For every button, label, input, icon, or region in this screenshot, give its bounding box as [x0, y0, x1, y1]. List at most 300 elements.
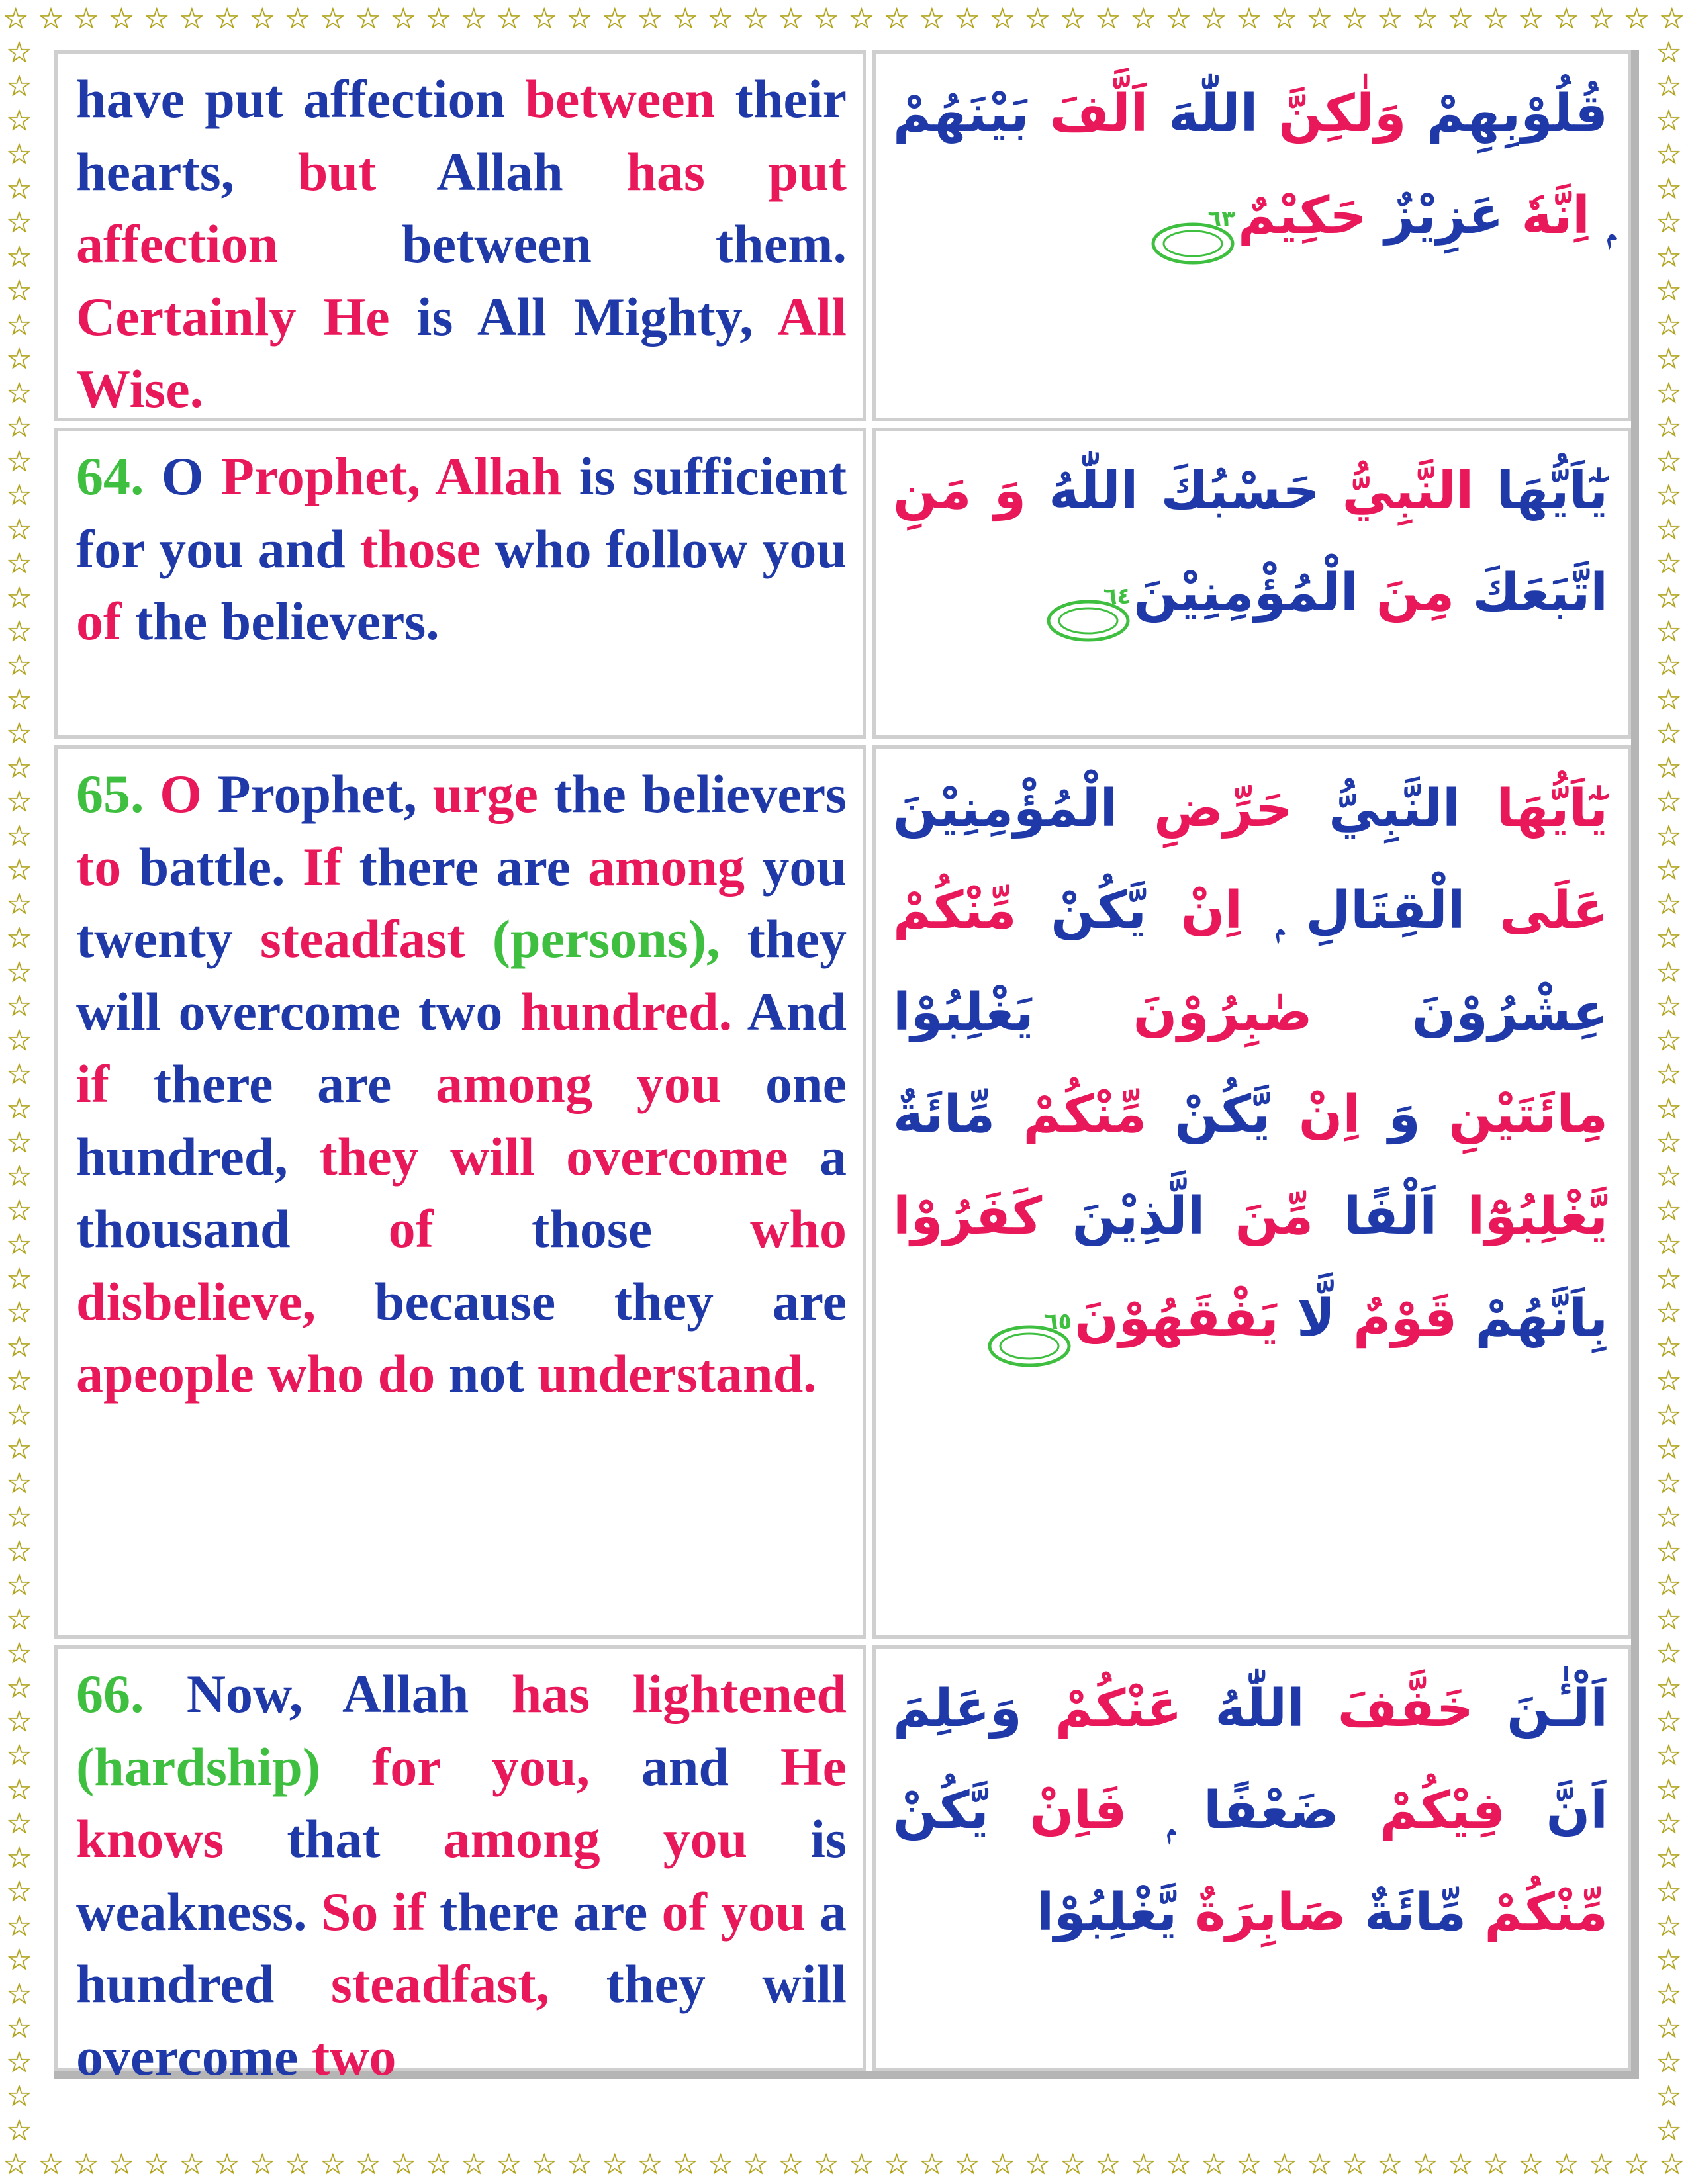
star-icon: ☆	[1165, 2148, 1192, 2181]
star-icon: ☆	[6, 989, 32, 1024]
arabic-segment: الْقِتَالِ ۭ	[1242, 881, 1466, 940]
star-icon: ☆	[6, 1807, 32, 1841]
star-icon: ☆	[6, 240, 32, 274]
translation-segment: if	[76, 1054, 110, 1114]
star-icon: ☆	[6, 1670, 32, 1705]
star-icon: ☆	[1377, 2148, 1403, 2181]
star-icon: ☆	[1482, 2, 1509, 36]
arabic-segment: وَلٰكِنَّ	[1258, 84, 1407, 144]
ayah-number-marker-icon	[1046, 574, 1131, 618]
star-icon: ☆	[3, 2148, 29, 2181]
star-icon: ☆	[6, 1977, 32, 2011]
arabic-segment: صَابِرَةٌ	[1177, 1883, 1346, 1942]
star-icon: ☆	[1656, 887, 1682, 921]
star-icon: ☆	[6, 1909, 32, 1943]
star-icon: ☆	[284, 2, 311, 36]
translation-segment: steadfast	[259, 909, 492, 969]
star-icon: ☆	[1656, 1126, 1682, 1160]
star-icon: ☆	[1656, 138, 1682, 172]
star-icon: ☆	[38, 2148, 64, 2181]
arabic-segment: حَسْبُكَ	[1138, 461, 1320, 521]
star-icon: ☆	[6, 103, 32, 138]
star-icon: ☆	[1656, 1023, 1682, 1058]
arabic-segment: فِيْكُمْ	[1338, 1781, 1506, 1841]
star-icon: ☆	[425, 2148, 452, 2181]
star-icon: ☆	[1656, 444, 1682, 478]
arabic-segment: خَفَّفَ	[1304, 1679, 1474, 1739]
ayah-number: ٦٥	[1044, 1308, 1072, 1335]
star-icon: ☆	[1656, 1193, 1682, 1228]
arabic-segment: بَيْنَهُمْ ۭ	[893, 84, 1608, 246]
translation-segment: those	[433, 1199, 751, 1259]
star-icon: ☆	[1553, 2148, 1579, 2181]
star-icon: ☆	[919, 2148, 945, 2181]
star-icon: ☆	[1659, 2148, 1685, 2181]
translation-segment: among you	[443, 1809, 748, 1869]
left-star-border	[0, 38, 38, 2146]
translation-segment: the believers	[538, 764, 847, 824]
star-icon: ☆	[1553, 2, 1579, 36]
translation-segment: 65.	[76, 764, 160, 824]
english-translation	[54, 1645, 866, 2087]
arabic-segment: يٰٓاَيُّهَا	[1460, 779, 1608, 839]
star-icon: ☆	[6, 580, 32, 615]
arabic-segment: وَعَلِمَ	[893, 1679, 1022, 1739]
star-icon: ☆	[1656, 1058, 1682, 1092]
star-icon: ☆	[6, 955, 32, 989]
english-translation	[54, 428, 866, 739]
star-icon: ☆	[1656, 1466, 1682, 1500]
arabic-segment: اَلَّفَ	[1029, 84, 1149, 144]
star-icon: ☆	[1656, 1160, 1682, 1194]
star-icon: ☆	[1656, 1364, 1682, 1398]
star-icon: ☆	[6, 1875, 32, 1909]
star-icon: ☆	[6, 751, 32, 785]
star-icon: ☆	[601, 2, 628, 36]
star-icon: ☆	[461, 2148, 487, 2181]
star-icon: ☆	[1623, 2148, 1650, 2181]
star-icon: ☆	[1024, 2, 1051, 36]
bottom-star-border	[0, 2146, 1688, 2184]
star-icon: ☆	[6, 2079, 32, 2114]
star-icon: ☆	[1656, 682, 1682, 717]
translation-segment: hundred.	[520, 981, 733, 1042]
star-icon: ☆	[6, 36, 32, 69]
star-icon: ☆	[1271, 2148, 1297, 2181]
star-icon: ☆	[1656, 921, 1682, 956]
translation-segment: of you	[661, 1881, 806, 1942]
star-icon: ☆	[1656, 376, 1682, 410]
star-icon: ☆	[1060, 2148, 1086, 2181]
translation-segment: understand.	[538, 1343, 817, 1404]
star-icon: ☆	[1656, 785, 1682, 819]
star-icon: ☆	[1656, 955, 1682, 989]
star-icon: ☆	[919, 2, 945, 36]
translation-segment: but	[297, 141, 377, 202]
star-icon: ☆	[6, 1330, 32, 1364]
star-icon: ☆	[6, 1296, 32, 1330]
star-icon: ☆	[1656, 1670, 1682, 1705]
arabic-segment: حَرِّضِ	[1117, 779, 1293, 839]
star-icon: ☆	[1656, 342, 1682, 377]
star-icon: ☆	[1656, 1569, 1682, 1603]
star-icon: ☆	[778, 2, 804, 36]
arabic-segment: يَغْلِبُوْا	[893, 983, 1034, 1042]
star-icon: ☆	[496, 2148, 522, 2181]
translation-segment: is sufficient for you and	[76, 446, 847, 579]
star-icon: ☆	[390, 2148, 417, 2181]
translation-segment: not	[435, 1343, 538, 1404]
star-icon: ☆	[1656, 1534, 1682, 1569]
star-icon: ☆	[1165, 2, 1192, 36]
star-icon: ☆	[1236, 2, 1262, 36]
star-icon: ☆	[6, 1500, 32, 1535]
star-icon: ☆	[6, 1569, 32, 1603]
arabic-segment: اِنَّهٗ	[1503, 186, 1590, 246]
star-icon: ☆	[1341, 2148, 1368, 2181]
arabic-segment: النَّبِيُّ	[1292, 779, 1460, 839]
star-icon: ☆	[249, 2, 276, 36]
translation-segment: has lightened	[511, 1664, 847, 1724]
star-icon: ☆	[1656, 2045, 1682, 2079]
star-icon: ☆	[6, 547, 32, 581]
arabic-segment: عَزِيْزٌ	[1366, 186, 1504, 246]
translation-segment: a thousand	[76, 1126, 847, 1259]
star-icon: ☆	[637, 2148, 663, 2181]
star-icon: ☆	[6, 342, 32, 377]
star-icon: ☆	[6, 1261, 32, 1296]
star-icon: ☆	[1656, 717, 1682, 751]
arabic-segment: عَلَى	[1465, 881, 1608, 940]
translation-segment: who follow you	[480, 518, 847, 579]
translation-segment: there are	[425, 1881, 662, 1942]
star-icon: ☆	[6, 717, 32, 751]
translation-segment: and	[590, 1736, 780, 1797]
ayah-number: ٦٤	[1103, 582, 1131, 610]
star-icon: ☆	[672, 2, 698, 36]
translation-segment: their hearts,	[76, 69, 847, 202]
star-icon: ☆	[707, 2, 734, 36]
translation-segment: a hundred	[76, 1881, 847, 2014]
star-icon: ☆	[390, 2, 417, 36]
translation-segment: And	[732, 981, 847, 1042]
star-icon: ☆	[1656, 614, 1682, 649]
star-icon: ☆	[6, 1193, 32, 1228]
arabic-segment: كَفَرُوْا	[893, 1187, 1043, 1246]
star-icon: ☆	[1656, 1500, 1682, 1535]
star-icon: ☆	[6, 1772, 32, 1807]
star-icon: ☆	[1656, 2079, 1682, 2114]
star-icon: ☆	[989, 2, 1016, 36]
star-icon: ☆	[1656, 1704, 1682, 1739]
star-icon: ☆	[848, 2148, 875, 2181]
star-icon: ☆	[38, 2, 64, 36]
star-icon: ☆	[1656, 989, 1682, 1024]
arabic-segment: اَنَّ	[1505, 1781, 1608, 1841]
arabic-segment: قَوْمٌ	[1335, 1289, 1458, 1348]
arabic-segment: اللّٰهَ	[1148, 84, 1258, 144]
star-icon: ☆	[355, 2148, 381, 2181]
star-icon: ☆	[320, 2148, 346, 2181]
star-icon: ☆	[1659, 2, 1685, 36]
star-icon: ☆	[6, 2045, 32, 2079]
star-icon: ☆	[249, 2148, 276, 2181]
star-icon: ☆	[6, 1466, 32, 1500]
star-icon: ☆	[1656, 1261, 1682, 1296]
star-icon: ☆	[1271, 2, 1297, 36]
star-icon: ☆	[742, 2, 769, 36]
star-icon: ☆	[601, 2148, 628, 2181]
star-icon: ☆	[637, 2, 663, 36]
translation-segment: O	[161, 446, 221, 506]
star-icon: ☆	[1588, 2148, 1615, 2181]
star-icon: ☆	[6, 1091, 32, 1126]
translation-segment: Certainly He	[76, 286, 390, 347]
star-icon: ☆	[1656, 1875, 1682, 1909]
star-icon: ☆	[954, 2, 980, 36]
star-icon: ☆	[6, 410, 32, 445]
translation-segment: steadfast,	[330, 1954, 550, 2014]
translation-segment: of	[76, 591, 122, 651]
top-star-border	[0, 0, 1688, 38]
star-icon: ☆	[108, 2, 135, 36]
arabic-segment: اللّٰهُ	[1182, 1679, 1305, 1739]
arabic-segment: مِّنَ	[1205, 1187, 1314, 1246]
star-icon: ☆	[1447, 2, 1474, 36]
translation-segment: among you	[436, 1054, 722, 1114]
star-icon: ☆	[461, 2, 487, 36]
star-icon: ☆	[1656, 2113, 1682, 2148]
translation-segment: two	[311, 2026, 397, 2087]
star-icon: ☆	[566, 2, 593, 36]
arabic-segment: يَفْقَهُوْنَ	[1074, 1289, 1279, 1348]
star-icon: ☆	[566, 2148, 593, 2181]
star-icon: ☆	[6, 1023, 32, 1058]
translation-segment: is weakness.	[76, 1809, 847, 1942]
star-icon: ☆	[6, 1228, 32, 1262]
star-icon: ☆	[214, 2148, 240, 2181]
star-icon: ☆	[108, 2148, 135, 2181]
star-icon: ☆	[143, 2148, 170, 2181]
arabic-segment: اِنْ	[1147, 881, 1243, 940]
star-icon: ☆	[1095, 2, 1121, 36]
star-icon: ☆	[1518, 2, 1544, 36]
star-icon: ☆	[1656, 308, 1682, 342]
arabic-segment: صٰبِرُوْنَ	[1033, 983, 1313, 1042]
arabic-segment: الْمُؤْمِنِيْنَ	[1133, 563, 1358, 623]
arabic-segment: لَّا	[1278, 1289, 1335, 1348]
star-icon: ☆	[778, 2148, 804, 2181]
verse-table	[54, 50, 1639, 2087]
star-icon: ☆	[1482, 2148, 1509, 2181]
star-icon: ☆	[1024, 2148, 1051, 2181]
star-icon: ☆	[1656, 853, 1682, 887]
star-icon: ☆	[1656, 1432, 1682, 1467]
translation-segment: Now, Allah	[186, 1664, 512, 1724]
star-icon: ☆	[143, 2, 170, 36]
star-icon: ☆	[6, 206, 32, 240]
star-icon: ☆	[1656, 1943, 1682, 1978]
star-icon: ☆	[1656, 1739, 1682, 1773]
star-icon: ☆	[6, 1739, 32, 1773]
star-icon: ☆	[6, 649, 32, 683]
star-icon: ☆	[6, 1704, 32, 1739]
arabic-segment: مِّنْكُمْ	[893, 881, 1017, 940]
translation-segment: one hundred,	[76, 1054, 847, 1187]
star-icon: ☆	[320, 2, 346, 36]
translation-segment: 66.	[76, 1664, 187, 1724]
arabic-segment: الْمُؤْمِنِيْنَ	[893, 779, 1118, 839]
star-icon: ☆	[6, 1126, 32, 1160]
translation-segment: those	[359, 518, 481, 579]
star-icon: ☆	[6, 1160, 32, 1194]
translation-segment: the believers.	[121, 591, 440, 651]
translation-segment: 64.	[76, 446, 162, 506]
star-icon: ☆	[6, 138, 32, 172]
arabic-segment: قُلُوْبِهِمْ	[1406, 84, 1609, 144]
star-icon: ☆	[1656, 36, 1682, 69]
star-icon: ☆	[1656, 1637, 1682, 1671]
star-icon: ☆	[883, 2, 910, 36]
arabic-segment: بِاَنَّهُمْ	[1457, 1289, 1608, 1348]
translation-segment: between them.	[278, 214, 847, 274]
translation-segment: between	[525, 69, 716, 129]
star-icon: ☆	[1656, 1807, 1682, 1841]
translation-segment: If	[302, 836, 342, 897]
english-translation	[54, 745, 866, 1639]
star-icon: ☆	[1656, 1091, 1682, 1126]
star-icon: ☆	[6, 785, 32, 819]
translation-segment: Allah	[376, 141, 627, 202]
star-icon: ☆	[1656, 1296, 1682, 1330]
star-icon: ☆	[179, 2, 205, 36]
right-star-border	[1650, 38, 1688, 2146]
arabic-segment: ضَعْفًا ۭ	[1127, 1781, 1339, 1841]
arabic-text	[872, 428, 1631, 739]
translation-segment: they will overcome	[76, 1954, 847, 2087]
star-icon: ☆	[1656, 1398, 1682, 1432]
star-icon: ☆	[1656, 1228, 1682, 1262]
star-icon: ☆	[989, 2148, 1016, 2181]
verse-row-66	[54, 1645, 1631, 2087]
translation-segment: He knows	[76, 1736, 847, 1869]
star-icon: ☆	[6, 1841, 32, 1875]
star-icon: ☆	[1656, 69, 1682, 104]
star-icon: ☆	[6, 2011, 32, 2046]
star-icon: ☆	[1377, 2, 1403, 36]
star-icon: ☆	[6, 1432, 32, 1467]
star-icon: ☆	[496, 2, 522, 36]
arabic-segment: حَكِيْمٌ	[1237, 186, 1367, 246]
star-icon: ☆	[6, 444, 32, 478]
star-icon: ☆	[1656, 819, 1682, 853]
ayah-number: ٦٣	[1207, 205, 1235, 232]
star-icon: ☆	[1447, 2148, 1474, 2181]
star-icon: ☆	[1200, 2148, 1227, 2181]
star-icon: ☆	[1656, 206, 1682, 240]
translation-segment: of	[388, 1199, 434, 1259]
translation-segment: So if	[320, 1881, 426, 1942]
star-icon: ☆	[1656, 512, 1682, 547]
star-icon: ☆	[1623, 2, 1650, 36]
star-icon: ☆	[3, 2, 29, 36]
star-icon: ☆	[1060, 2, 1086, 36]
translation-segment: they will overcome two	[76, 909, 847, 1042]
star-icon: ☆	[1412, 2, 1438, 36]
star-icon: ☆	[954, 2148, 980, 2181]
star-icon: ☆	[6, 69, 32, 104]
english-translation	[54, 50, 866, 421]
star-icon: ☆	[6, 1637, 32, 1671]
arabic-text	[872, 50, 1631, 421]
arabic-segment: اللّٰهُ	[1026, 461, 1139, 521]
arabic-segment: فَاِنْ	[988, 1781, 1127, 1841]
translation-segment: urge	[432, 764, 538, 824]
star-icon: ☆	[73, 2, 99, 36]
arabic-segment: مَنِ	[893, 461, 972, 521]
translation-segment: have put affection	[76, 69, 526, 129]
star-icon: ☆	[1306, 2, 1333, 36]
star-icon: ☆	[1656, 580, 1682, 615]
arabic-segment: مِائَتَيْنِ	[1420, 1085, 1608, 1144]
star-icon: ☆	[6, 1943, 32, 1978]
arabic-segment: مِّائَةٌ	[1346, 1883, 1467, 1942]
star-icon: ☆	[355, 2, 381, 36]
star-icon: ☆	[1412, 2148, 1438, 2181]
translation-segment: All Wise.	[76, 286, 847, 419]
translation-segment: there are	[109, 1054, 436, 1114]
star-icon: ☆	[6, 1534, 32, 1569]
star-icon: ☆	[6, 376, 32, 410]
star-icon: ☆	[6, 512, 32, 547]
star-icon: ☆	[531, 2148, 557, 2181]
star-icon: ☆	[1656, 1909, 1682, 1943]
arabic-segment: يَّغْلِبُوْٓا	[1436, 1187, 1609, 1246]
arabic-text	[872, 745, 1631, 1639]
star-icon: ☆	[883, 2148, 910, 2181]
star-icon: ☆	[813, 2, 839, 36]
star-icon: ☆	[672, 2148, 698, 2181]
star-icon: ☆	[6, 1602, 32, 1637]
verse-row-63	[54, 50, 1631, 421]
translation-segment: Prophet,	[217, 764, 433, 824]
star-icon: ☆	[1656, 240, 1682, 274]
arabic-segment: اِنْ	[1270, 1085, 1361, 1144]
arabic-segment: يَّكُنْ	[1016, 881, 1147, 940]
star-icon: ☆	[6, 853, 32, 887]
star-icon: ☆	[848, 2, 875, 36]
star-icon: ☆	[531, 2, 557, 36]
arabic-segment: مِنَ	[1358, 563, 1455, 623]
star-icon: ☆	[6, 274, 32, 308]
star-icon: ☆	[284, 2148, 311, 2181]
star-icon: ☆	[1656, 751, 1682, 785]
translation-segment: you twenty	[76, 836, 847, 969]
star-icon: ☆	[1656, 1841, 1682, 1875]
translation-segment: O	[160, 764, 218, 824]
star-icon: ☆	[1656, 1772, 1682, 1807]
translation-segment: battle.	[121, 836, 303, 897]
translation-segment: apeople who do	[76, 1343, 436, 1404]
arabic-segment: عِشْرُوْنَ	[1312, 983, 1609, 1042]
translation-segment: (persons),	[492, 909, 720, 969]
translation-segment: has put affection	[76, 141, 847, 274]
star-icon: ☆	[1656, 649, 1682, 683]
arabic-segment: يَّكُنْ	[1147, 1085, 1271, 1144]
star-icon: ☆	[1656, 547, 1682, 581]
star-icon: ☆	[1130, 2, 1156, 36]
star-icon: ☆	[1518, 2148, 1544, 2181]
